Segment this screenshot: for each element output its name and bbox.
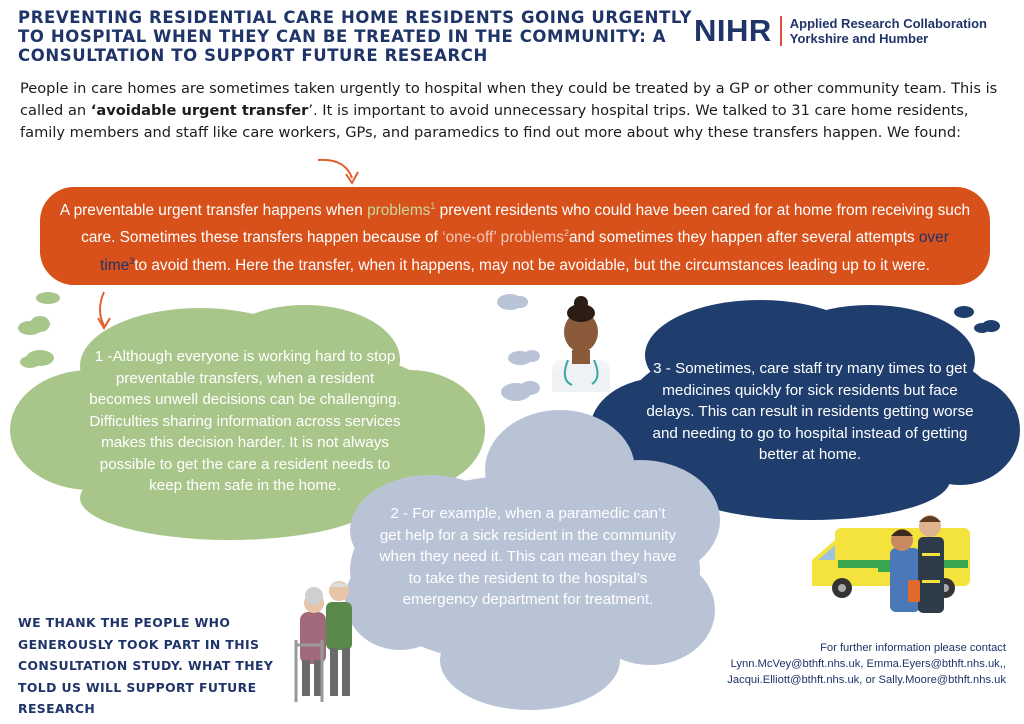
logo-line-1: Applied Research Collaboration — [789, 16, 987, 31]
small-cloud-icon — [954, 306, 1000, 333]
cloud-2-text: 2 - For example, when a paramedic can’t get help for a sick resident in the community when they need it. This can mean they have to take the resident to the hospital’s emergency department for treatment. — [379, 505, 677, 608]
logo-wordmark: NIHR — [694, 13, 772, 48]
cloud-3-text: 3 - Sometimes, care staff try many times to get medicines quickly for sick residents but face delays. This can result in residents getting worse and needing to go to hospital instead of getting better at home. — [646, 360, 974, 463]
arrow-icon — [98, 292, 110, 328]
finding-banner — [40, 187, 990, 285]
banner-s2: prevent residents who could have been cared for at home from receiving such care. Sometimes these transfers happen because of — [81, 202, 971, 247]
banner-highlight-one-off: ‘one-off’ problems — [442, 229, 564, 247]
intro-text-1: People in care homes are sometimes taken urgently to hospital when they could be treated by a GP or other community team. This is called an — [20, 80, 998, 119]
intro-paragraph — [20, 78, 1005, 144]
thanks-note: WE THANK THE PEOPLE WHO GENEROUSLY TOOK PART IN THIS CONSULTATION STUDY. WHAT THEY TOLD US WILL SUPPORT FUTURE RESEARCH — [18, 615, 274, 716]
contact-info — [690, 640, 1006, 688]
nurse-illustration — [552, 296, 610, 392]
logo-line-2: Yorkshire and Humber — [789, 31, 929, 46]
contact-line-3[interactable]: Jacqui.Elliott@bthft.nhs.uk, or Sally.Moore@bthft.nhs.uk — [727, 674, 1006, 686]
arrow-icon — [318, 160, 358, 183]
banner-note-2: 2 — [563, 228, 569, 239]
page-title: PREVENTING RESIDENTIAL CARE HOME RESIDENTS GOING URGENTLY TO HOSPITAL WHEN THEY CAN BE TREATED IN THE COMMUNITY: A CONSULTATION TO SUPPORT FUTURE RESEARCH — [18, 8, 693, 65]
banner-s1: A preventable urgent transfer happens when — [59, 202, 368, 220]
logo-divider — [780, 16, 782, 46]
logo-subtitle — [790, 16, 987, 46]
banner-note-3: 3 — [129, 255, 135, 266]
banner-s3: and sometimes they happen after several attempts — [568, 229, 919, 247]
small-cloud-icon — [18, 292, 60, 368]
banner-note-1: 1 — [430, 201, 436, 212]
elderly-couple-illustration — [296, 581, 352, 702]
banner-s4: to avoid them. Here the transfer, when it happens, may not be avoidable, but the circumstances leading up to it were. — [134, 256, 930, 274]
contact-line-1: For further information please contact — [820, 642, 1006, 654]
small-cloud-icon — [497, 294, 540, 401]
nihr-logo — [694, 10, 1000, 52]
banner-text — [56, 195, 974, 276]
intro-term: ‘avoidable urgent transfer — [90, 102, 309, 119]
contact-line-2[interactable]: Lynn.McVey@bthft.nhs.uk, Emma.Eyers@bthft.nhs.uk,, — [730, 658, 1006, 670]
banner-highlight-over-time: over time — [100, 229, 949, 274]
intro-text-2: ’. It is important to avoid unnecessary hospital trips. We talked to 31 care home residents, family members and staff like care workers, GPs, and paramedics to find out more about why these transfers happen. We found: — [20, 102, 969, 141]
banner-highlight-problems: problems — [367, 202, 431, 220]
cloud-1-text: 1 -Although everyone is working hard to stop preventable transfers, when a resident becomes unwell decisions can be challenging. Difficulties sharing information across services makes this decision harder. It is not always possible to get the care a resident needs to keep them safe in the home. — [89, 348, 401, 494]
ambulance-illustration — [812, 515, 970, 613]
